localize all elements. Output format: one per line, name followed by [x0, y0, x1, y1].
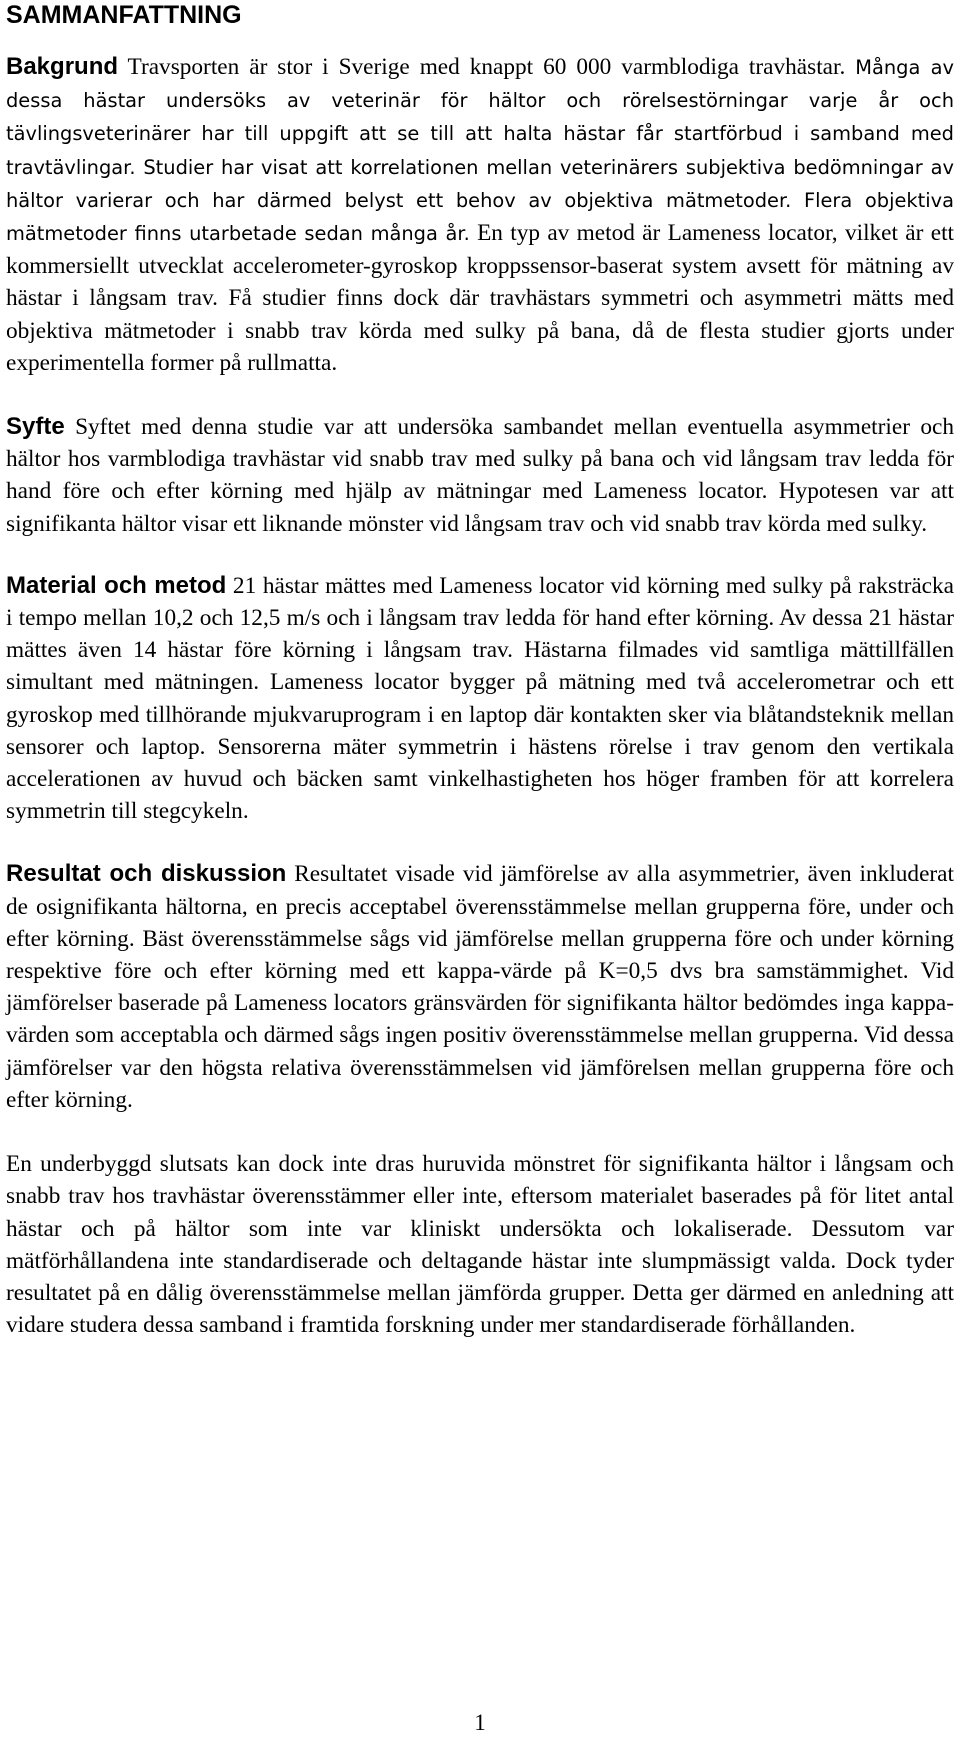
page-number: 1	[474, 1710, 486, 1735]
page-title: SAMMANFATTNING	[6, 1, 242, 29]
section-heading-material-och-metod: Material och metod	[6, 571, 227, 599]
paragraph-bakgrund	[6, 51, 954, 379]
paragraph-text-sans: Många av dessa hästar undersöks av veterinär för hältor och rörelsestörningar varje år och tävlingsveterinärer har till uppgift att se till att halta hästar får startförbud i samband med travtävlingar. Studier har visat att korrelationen mellan veterinärers subjektiva bedömningar av hältor varierar och har därmed belyst ett behov av objektiva mätmetoder. Flera objektiva mätmetoder finns utarbetade sedan många år.	[6, 56, 955, 246]
paragraph-text: Resultatet visade vid jämförelse av alla asymmetrier, även inkluderat de osignifikanta hältorna, en precis acceptabel överensstämmelse mellan grupperna före, under och efter körning. Bäst överensstämmelse sågs vid jämförelse mellan grupperna före och under körning respektive före och efter körning med ett kappa-värde på K=0,5 dvs bra samstämmighet. Vid jämförelser baserade på Lameness locators gränsvärden för signifikanta hältor bedömdes inga kappa-värden som acceptabla och därmed sågs ingen positiv överensstämmelse mellan grupperna. Vid dessa jämförelser var den högsta relativa överensstämmelsen vid jämförelsen mellan grupperna före och efter körning.	[6, 861, 954, 1113]
paragraph-text: 21 hästar mättes med Lameness locator vid körning med sulky på raksträcka i tempo mellan 10,2 och 12,5 m/s och i långsam trav ledda för hand efter körning. Av dessa 21 hästar mättes även 14 hästar före körning i långsam trav. Hästarna filmades vid samtliga mättillfällen simultant med mätningen. Lameness locator bygger på mätning med två accelerometrar och ett gyroskop med tillhörande mjukvaruprogram i en laptop där kontakten sker via blåtandsteknik mellan sensorer och laptop. Sensorerna mäter symmetrin i hästens rörelse i trav genom den vertikala accelerationen av huvud och bäcken samt vinkelhastigheten hos höger framben för att korrelera symmetrin till stegcykeln.	[6, 572, 954, 825]
paragraph-syfte	[6, 411, 954, 540]
paragraph-conclusion	[6, 1148, 954, 1341]
section-heading-resultat-och-diskussion: Resultat och diskussion	[6, 860, 287, 888]
paragraph-text-continued: En typ av metod är Lameness locator, vilket är ett kommersiellt utvecklat accelerometer-gyroskop kroppssensor-baserat system avsett för mätning av hästar i långsam trav. Få studier finns dock där travhästars symmetri och asymmetri mätts med objektiva mätmetoder i snabb trav körda med sulky på bana, då de flesta studier gjorts under experimentella former på rullmatta.	[6, 220, 955, 376]
paragraph-text: Travsporten är stor i Sverige med knappt 60 000 varmblodiga travhästar.	[118, 54, 856, 80]
paragraph-material-och-metod	[6, 570, 954, 828]
section-heading-syfte: Syfte	[6, 413, 65, 441]
paragraph-text: En underbyggd slutsats kan dock inte dras huruvida mönstret för signifikanta hältor i långsam och snabb trav hos travhästar överensstämmer eller inte, eftersom materialet baserades på för litet antal hästar och på hältor som inte var kliniskt undersökta och lokaliserade. Dessutom var mätförhållandena inte standardiserade och deltagande hästar inte slumpmässigt valda. Dock tyder resultatet på en dålig överensstämmelse mellan jämförda grupper. Detta ger därmed en anledning att vidare studera dessa samband i framtida forskning under mer standardiserade förhållanden.	[6, 1151, 954, 1339]
document-page	[6, 0, 954, 1341]
paragraph-resultat-och-diskussion	[6, 858, 954, 1116]
paragraph-text: Syftet med denna studie var att undersöka sambandet mellan eventuella asymmetrier och hältor hos varmblodiga travhästar vid snabb trav med sulky på bana och vid långsam trav ledda för hand före och efter körning med hjälp av mätningar med Lameness locator. Hypotesen var att signifikanta hältor visar ett liknande mönster vid långsam trav och vid snabb trav körda med sulky.	[6, 414, 954, 537]
section-heading-bakgrund: Bakgrund	[6, 53, 119, 80]
